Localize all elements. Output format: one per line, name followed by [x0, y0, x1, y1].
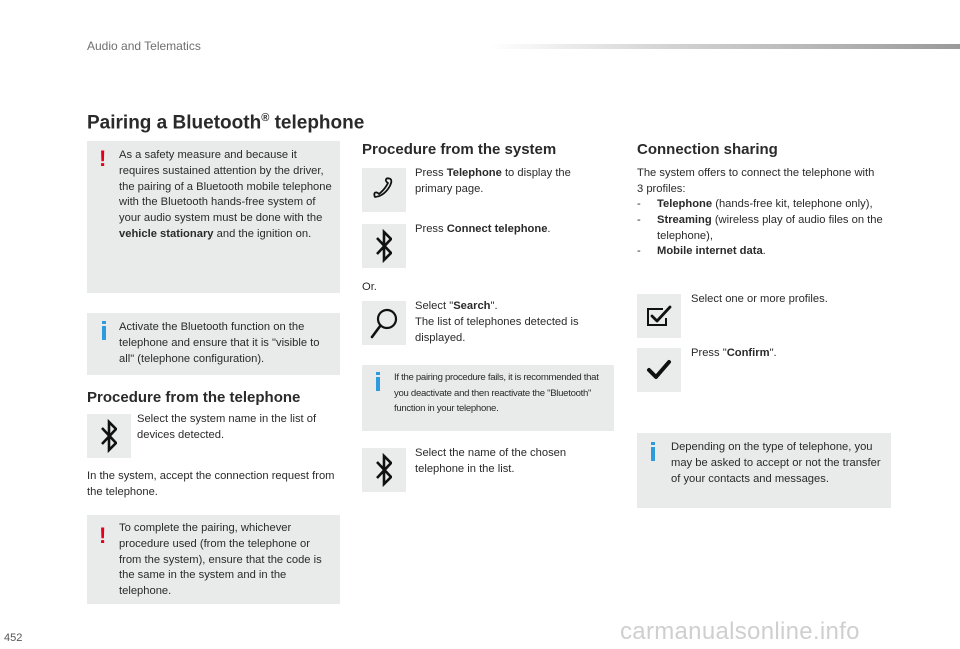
checkbox-icon: [644, 303, 674, 329]
bluetooth-icon-tile: [362, 224, 406, 268]
search-icon-tile: [362, 301, 406, 345]
s2-c: .: [547, 223, 551, 235]
s1-c: to display the primary page.: [415, 167, 571, 195]
profile-streaming-desc: (wireless play of audio files on the telephone),: [657, 213, 883, 242]
info-icon-bar: [651, 447, 655, 461]
system-step-telephone: [415, 166, 595, 198]
watermark: carmanualsonline.info: [620, 618, 860, 645]
s1-a: Press: [415, 167, 447, 179]
telephone-icon-tile: [362, 168, 406, 212]
pairing-code-warning-text: To complete the pairing, whichever procedure used (from the telephone or from the system), ensure that the code is the same in the system and in the telephone.: [119, 522, 322, 598]
registered-mark: ®: [261, 112, 270, 124]
safety-warning-text: [119, 148, 334, 243]
safety-warning-bold: vehicle stationary: [119, 227, 214, 240]
phone-procedure-heading: Procedure from the telephone: [87, 389, 301, 406]
bluetooth-icon: [101, 419, 117, 453]
page-number: 452: [4, 632, 23, 644]
section-title: Audio and Telematics: [87, 39, 201, 53]
phone-step-select-system: Select the system name in the list of devices detected.: [137, 413, 317, 441]
checkmark-icon: [645, 358, 673, 382]
list-dash: -: [637, 245, 641, 258]
info-icon: [102, 321, 106, 324]
info-icon-bar: [376, 377, 380, 391]
warning-icon: !: [99, 146, 107, 171]
info-icon: [376, 372, 380, 375]
connection-sharing-intro: The system offers to connect the telephone with 3 profiles:: [637, 167, 875, 195]
system-step-select-phone: Select the name of the chosen telephone in the list.: [415, 447, 567, 475]
r-s2-c: ".: [769, 347, 777, 359]
bluetooth-icon-tile: [362, 448, 406, 492]
profile-streaming: Streaming: [657, 213, 712, 226]
phone-step-accept: In the system, accept the connection request from the telephone.: [87, 470, 335, 498]
header-rule: [490, 44, 960, 49]
r-s2-a: Press ": [691, 347, 727, 359]
search-icon: [368, 306, 400, 340]
bluetooth-info-text: Activate the Bluetooth function on the telephone and ensure that it is "visible to all" (telephone configuration).: [119, 321, 320, 365]
bluetooth-icon: [376, 229, 392, 263]
info-icon-bar: [102, 326, 106, 340]
connection-sharing-heading: Connection sharing: [637, 141, 778, 158]
confirm-icon-tile: [637, 348, 681, 392]
search-label: Search: [453, 300, 491, 312]
bluetooth-icon: [376, 453, 392, 487]
profile-list: [637, 197, 887, 260]
page-title-main: Pairing a Bluetooth: [87, 112, 262, 134]
list-dash: -: [637, 198, 641, 210]
or-label: Or.: [362, 281, 377, 293]
connect-telephone-label: Connect telephone: [446, 223, 548, 235]
checkbox-icon-tile: [637, 294, 681, 338]
system-step-search: [415, 299, 605, 346]
s3-d: The list of telephones detected is displayed.: [415, 315, 579, 344]
warning-icon: !: [99, 523, 107, 548]
profile-telephone-desc: (hands-free kit, telephone only),: [712, 198, 873, 210]
profile-item-streaming: [637, 213, 887, 245]
safety-warning-text-a: As a safety measure and because it requires sustained attention by the driver, the pairing of a Bluetooth mobile telephone with the Bluetooth hands-free system of your audio system must be done with the: [119, 149, 332, 225]
profile-item-internet: [637, 244, 887, 260]
profile-internet-desc: .: [762, 245, 766, 258]
s2-a: Press: [415, 223, 447, 235]
page-title: [87, 112, 364, 134]
safety-warning-text-b: and the ignition on.: [213, 227, 312, 240]
s3-c: ".: [490, 300, 498, 312]
profile-internet: Mobile internet data: [657, 245, 763, 258]
system-procedure-heading: Procedure from the system: [362, 141, 557, 158]
telephone-icon: [369, 175, 399, 205]
contacts-transfer-info-text: Depending on the type of telephone, you may be asked to accept or not the transfer of your contacts and messages.: [671, 441, 881, 485]
list-dash: -: [637, 213, 641, 226]
page-title-suffix: telephone: [269, 112, 365, 134]
bluetooth-icon-tile: [87, 414, 131, 458]
sharing-step-confirm: [691, 346, 881, 362]
system-step-connect: [415, 222, 595, 238]
info-icon: [651, 442, 655, 445]
profile-item-telephone: [637, 197, 887, 213]
pairing-fail-info-text: If the pairing procedure fails, it is recommended that you deactivate and then reactivate the "Bluetooth" function in your telephone.: [394, 372, 599, 415]
profile-telephone: Telephone: [657, 198, 713, 210]
telephone-label: Telephone: [446, 167, 502, 179]
confirm-label: Confirm: [726, 347, 770, 359]
s3-a: Select ": [415, 300, 454, 312]
sharing-step-select-profiles: Select one or more profiles.: [691, 293, 828, 305]
